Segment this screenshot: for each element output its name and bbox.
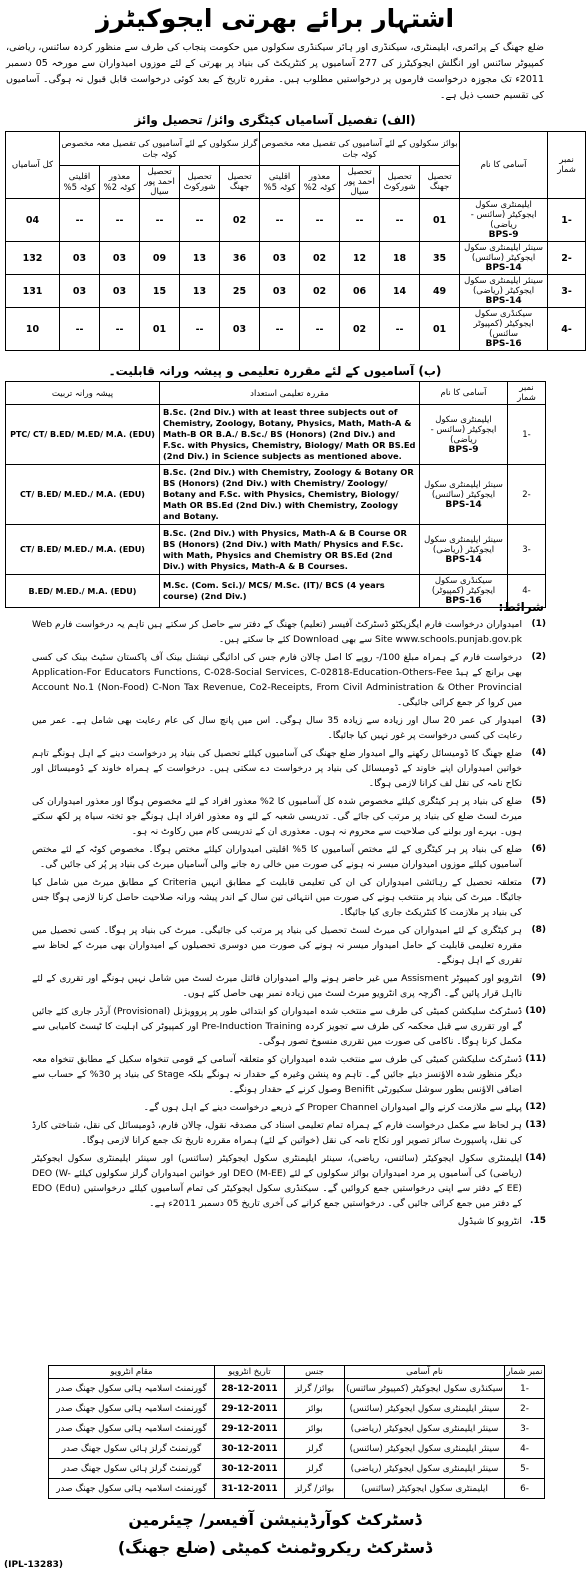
signature-committee: ڈسٹرکٹ ریکروٹمنٹ کمیٹی (ضلع جھنگ) xyxy=(117,1538,433,1557)
header-sr: نمبر شمار xyxy=(508,382,546,405)
post-name: سینئر ایلیمنٹری سکول ایجوکیٹر (ریاضی) xyxy=(464,276,543,296)
condition-text: ضلع کی بنیاد پر ہر کیٹگری کیلئے مخصوص شدہ کل آسامیوں کا 2% معذور افراد کے لئے مخصوص ہوگا اور معذور امیدواران کی میرٹ لسٹ ضلع کی بنیاد پر مرتب کی جائے گی۔ تدریسی شعبہ کے لئے وہ معذور افراد اہل ہونگے جو تختہ سیاہ پر لکھ سکتے ہوں۔ بہرے اور بولنے کی صلاحیت سے محروم نہ ہوں۔ معذوری ان کے تدریسی کام میں رکاوٹ نہ ہو۔ xyxy=(32,796,523,837)
row-sr: -4 xyxy=(508,575,546,608)
professional-training: B.ED/ M.ED./ M.A. (EDU) xyxy=(6,575,160,608)
post-name: سینئر ایلیمنٹری سکول ایجوکیٹر (سائنس) xyxy=(424,479,503,500)
subheader-cell: تحصیل جھنگ xyxy=(220,166,260,199)
table-row xyxy=(6,242,586,275)
subheader-cell: تحصیل شورکوٹ xyxy=(180,166,220,199)
girls-count: 03 xyxy=(100,275,140,308)
schedule-header: مقام انٹرویو xyxy=(49,1366,215,1379)
post-scale: BPS-16 xyxy=(445,596,482,606)
table-row xyxy=(49,1459,545,1479)
boys-count: 02 xyxy=(300,275,340,308)
schedule-gender: گرلز xyxy=(285,1459,345,1479)
subheader-cell: تحصیل جھنگ xyxy=(420,166,460,199)
row-total: 04 xyxy=(6,199,60,242)
posts-distribution-table xyxy=(5,131,586,351)
boys-count: 01 xyxy=(420,199,460,242)
header-professional: پیشہ ورانہ تربیت xyxy=(6,382,160,405)
signature-officer: ڈسٹرکٹ کوآرڈینیشن آفیسر/ چیئرمین xyxy=(128,1510,422,1529)
boys-count: 02 xyxy=(300,242,340,275)
reference-number: (IPL-13283) xyxy=(4,1560,63,1570)
row-post xyxy=(420,465,508,525)
boys-count: -- xyxy=(340,199,380,242)
condition-number: (10) xyxy=(525,1006,546,1016)
row-post xyxy=(460,199,548,242)
boys-count: -- xyxy=(380,199,420,242)
girls-count: -- xyxy=(100,308,140,351)
table-row xyxy=(49,1419,545,1439)
schedule-post: سینئر ایلیمنٹری سکول ایجوکیٹر (ریاضی) xyxy=(345,1419,505,1439)
girls-count: 02 xyxy=(220,199,260,242)
condition-item xyxy=(6,875,544,920)
condition-item xyxy=(6,713,544,743)
table-row xyxy=(6,405,546,465)
post-scale: BPS-9 xyxy=(448,444,479,455)
post-scale: BPS-14 xyxy=(445,499,482,510)
boys-count: 03 xyxy=(260,242,300,275)
condition-text: امیدواران درخواست فارم ایگزیکٹو ڈسٹرکٹ آفیسر (تعلیم) جھنگ کے دفتر سے حاصل کر سکتے ہیں تاہم یہ درخواست فارم Web Site www.schools.punjab.gov.pk سے بھی Download کئے جا سکتے ہیں۔ xyxy=(32,619,522,645)
boys-count: -- xyxy=(300,308,340,351)
intro-paragraph: ضلع جھنگ کے پرائمری، ایلیمنٹری، سیکنڈری اور ہائر سیکنڈری سکولوں میں حکومت پنجاب کی طرف سے منظور کردہ سائنس، ریاضی، کمپیوٹر سائنس اور انگلش ایجوکیٹرز کی 277 آسامیوں پر کنٹریکٹ کی بنیاد پر بھرتی کے لئے موزوں امیدواران سے مورخہ 05 دسمبر 2011ء تک مجوزہ درخواست فارموں پر درخواستیں مطلوب ہیں۔ مقررہ تاریخ کے بعد کوئی درخواست قابل قبول نہ ہوگی۔ آسامیوں کی تقسیم حسب ذیل ہے۔ xyxy=(6,42,545,101)
schedule-gender: بوائز/ گرلز xyxy=(285,1379,345,1399)
girls-count: 13 xyxy=(180,275,220,308)
header-girls: گرلز سکولوں کے لئے آسامیوں کی تفصیل معہ مخصوص کوٹہ جات xyxy=(60,132,260,166)
condition-item xyxy=(6,1100,544,1115)
row-sr: -1 xyxy=(548,199,586,242)
schedule-date: 30-12-2011 xyxy=(215,1439,285,1459)
post-name: سیکنڈری سکول ایجوکیٹر (کمپیوٹر سائنس) xyxy=(473,309,534,339)
schedule-header: نام آسامی xyxy=(345,1366,505,1379)
condition-number: (4) xyxy=(531,748,546,758)
condition-number: (8) xyxy=(531,925,546,935)
condition-text: ڈسٹرکٹ سلیکشن کمیٹی کی طرف سے منتخب شدہ امیدواران کو ابتدائی طور پر پروویژنل (Provisional) آرڈر جاری کئے جائیں گے اور تقرری سے قبل محکمہ کی طرف سے تجویز کردہ Pre-Induction Training اور کمپیوٹر کی اہلیت کا ٹیسٹ کامیابی سے مکمل کرنا ہوگا۔ ناکامی کی صورت میں تقرری منسوخ تصور ہوگی۔ xyxy=(32,1006,522,1047)
condition-text: ڈسٹرکٹ سلیکشن کمیٹی کی طرف سے منتخب شدہ امیدواران کو متعلقہ آسامی کے قومی تنخواہ سکیل کے مطابق تنخواہ معہ دیگر منظور شدہ الاؤنسز دیئے جائیں گے۔ تاہم وہ پنشن وغیرہ کے حقدار نہ ہونگے بلکہ Stage کی بنیاد پر 30% کے حساب سے اضافی الاؤنس بطور سوشل سکیورٹی Benifit وصول کرنے کے حقدار ہونگے۔ xyxy=(32,1054,522,1095)
boys-count: 35 xyxy=(420,242,460,275)
girls-count: -- xyxy=(140,199,180,242)
schedule-header: نمبر شمار xyxy=(505,1366,545,1379)
condition-text: متعلقہ تحصیل کے رہائشی امیدواران کی ان کی تعلیمی قابلیت کے مطابق انہیں Criteria کے مطابق میرٹ میں شامل کیا جائیگا۔ میرٹ کی بنیاد پر منتخب ہونے کی صورت میں انتہائی تین سال کے اندر پیشہ ورانہ صلاحیت حاصل کرنا لازمی ہوگا جس کی بنیاد پر ملازمت کا کنٹریکٹ جاری کیا جائیگا۔ xyxy=(32,877,522,918)
schedule-place: گورنمنٹ اسلامیہ ہائی سکول جھنگ صدر xyxy=(49,1419,215,1439)
advertisement-title: اشتہار برائے بھرتی ایجوکیٹرز xyxy=(95,4,455,33)
girls-count: 03 xyxy=(100,242,140,275)
schedule-date: 31-12-2011 xyxy=(215,1479,285,1499)
girls-count: 25 xyxy=(220,275,260,308)
row-post xyxy=(460,242,548,275)
boys-count: 06 xyxy=(340,275,380,308)
post-name: سینئر ایلیمنٹری سکول ایجوکیٹر (سائنس) xyxy=(464,243,543,263)
section-b-heading: (ب) آسامیوں کے لئے مقررہ تعلیمی و پیشہ ورانہ قابلیت۔ xyxy=(108,364,442,378)
condition-number: (12) xyxy=(525,1102,546,1112)
schedule-header: جنس xyxy=(285,1366,345,1379)
schedule-post: سینئر ایلیمنٹری سکول ایجوکیٹر (سائنس) xyxy=(345,1439,505,1459)
schedule-sr: -4 xyxy=(505,1439,545,1459)
condition-item xyxy=(6,923,544,968)
condition-number: (9) xyxy=(531,973,546,983)
boys-count: -- xyxy=(300,199,340,242)
conditions-section xyxy=(6,600,544,1232)
row-sr: -1 xyxy=(508,405,546,465)
table-row xyxy=(6,465,546,525)
post-scale: BPS-14 xyxy=(445,554,482,565)
professional-training: PTC/ CT/ B.ED/ M.ED/ M.A. (EDU) xyxy=(6,405,160,465)
schedule-sr: -2 xyxy=(505,1399,545,1419)
header-post: آسامی کا نام xyxy=(420,382,508,405)
subheader-cell: اقلیتی کوٹہ 5% xyxy=(60,166,100,199)
conditions-heading: شرائط: xyxy=(498,600,544,614)
condition-item xyxy=(6,746,544,791)
girls-count: -- xyxy=(180,308,220,351)
interview-schedule-table xyxy=(48,1365,545,1499)
condition-item xyxy=(6,1118,544,1148)
condition-text: درخواست فارم کے ہمراہ مبلغ 100/- روپے کا اصل چالان فارم جس کی ادائیگی نیشنل بینک آف پاکستان سٹیٹ بینک کی کسی بھی برانچ کے ہیڈ Application-For Educators Functions, C-028-Social Services, C-02818-Education-Others-Fee Account No.1 (Non-Food) C-Non Tax Revenue, Co2-Receipts, From Civil Administration & Other Provincial میں کروا کر جمع کرائی جائیگی۔ xyxy=(32,652,522,708)
condition-item xyxy=(6,1151,544,1211)
table-row xyxy=(6,199,586,242)
girls-count: -- xyxy=(60,199,100,242)
row-sr: -2 xyxy=(508,465,546,525)
row-sr: -4 xyxy=(548,308,586,351)
row-total: 132 xyxy=(6,242,60,275)
condition-item xyxy=(6,842,544,872)
post-scale: BPS-16 xyxy=(485,339,522,349)
condition-item xyxy=(6,1214,544,1229)
boys-count: -- xyxy=(260,199,300,242)
row-total: 131 xyxy=(6,275,60,308)
header-academic: مقررہ تعلیمی استعداد xyxy=(160,382,420,405)
boys-count: 14 xyxy=(380,275,420,308)
row-post xyxy=(460,275,548,308)
row-post xyxy=(420,525,508,575)
condition-number: (3) xyxy=(531,715,546,725)
girls-count: 03 xyxy=(60,275,100,308)
condition-number: (5) xyxy=(531,796,546,806)
girls-count: 03 xyxy=(60,242,100,275)
subheader-cell: معذور کوٹہ 2% xyxy=(300,166,340,199)
condition-item xyxy=(6,1004,544,1049)
academic-qualification: B.Sc. (2nd Div.) with at least three subjects out of Chemistry, Zoology, Botany, Physics, Math, Math-A & Math-B OR B.A./ B.Sc./ BS (Honors) (2nd Div.) and F.Sc. with Physics, Chemistry, Biology/ Math OR BS.Ed (2nd Div.) in Science subjects as mentioned above. xyxy=(160,405,420,465)
post-name: سینئر ایلیمنٹری سکول ایجوکیٹر (ریاضی) xyxy=(424,534,503,555)
boys-count: 12 xyxy=(340,242,380,275)
subheader-cell: تحصیل احمد پور سیال xyxy=(340,166,380,199)
girls-count: -- xyxy=(100,199,140,242)
girls-count: 15 xyxy=(140,275,180,308)
condition-text: ہر کیٹگری کے لئے امیدواران کی میرٹ لسٹ تحصیل کی بنیاد پر مرتب کی جائیگی۔ میرٹ کی بنیاد پر ہوگا۔ کسی تحصیل میں مقررہ تعلیمی قابلیت کے حامل امیدوار میسر نہ ہونے کی صورت میں دوسری تحصیلوں کے امیدواران بھی میرٹ کے لحاظ سے تقرری کے اہل ہونگے۔ xyxy=(32,925,522,966)
girls-count: 13 xyxy=(180,242,220,275)
condition-number: (1) xyxy=(531,619,546,629)
academic-qualification: M.Sc. (Com. Sci.)/ MCS/ M.Sc. (IT)/ BCS (4 years course) (2nd Div.) xyxy=(160,575,420,608)
header-sr: نمبر شمار xyxy=(548,132,586,199)
schedule-date: 29-12-2011 xyxy=(215,1399,285,1419)
schedule-gender: بوائز xyxy=(285,1399,345,1419)
condition-number: (6) xyxy=(531,844,546,854)
subheader-cell: معذور کوٹہ 2% xyxy=(100,166,140,199)
schedule-date: 30-12-2011 xyxy=(215,1459,285,1479)
post-name: ایلیمنٹری سکول ایجوکیٹر (سائنس - ریاضی) xyxy=(470,200,537,230)
schedule-gender: گرلز xyxy=(285,1439,345,1459)
post-scale: BPS-9 xyxy=(488,230,519,240)
condition-item xyxy=(6,650,544,710)
boys-count: -- xyxy=(260,308,300,351)
condition-item xyxy=(6,1052,544,1097)
professional-training: CT/ B.ED/ M.ED./ M.A. (EDU) xyxy=(6,525,160,575)
schedule-gender: بوائز xyxy=(285,1419,345,1439)
condition-number: (11) xyxy=(525,1054,546,1064)
condition-text: ایلیمنٹری سکول ایجوکیٹر (سائنس، ریاضی)، سینئر ایلیمنٹری سکول ایجوکیٹر (سائنس) اور سینئر ایلیمنٹری سکول ایجوکیٹر (ریاضی) کی آسامیوں پر مرد امیدواران بوائز سکولوں کے لئے DEO (M-EE) اور خواتین امیدواران گرلز سکولوں کیلئے DEO (W-EE) کے دفتر سے اپنی درخواستیں جمع کروائیں گے۔ سیکنڈری سکول ایجوکیٹر کی تمام آسامیوں کیلئے درخواستیں EDO (Edu) کے دفتر میں جمع کرائی جائیں گی۔ درخواستیں جمع کرانے کی آخری تاریخ 05 دسمبر 2011ء ہے۔ xyxy=(32,1153,523,1209)
condition-text: امیدوار کی عمر 20 سال اور زیادہ سے زیادہ 35 سال ہوگی۔ اس میں پانچ سال کی عام رعایت بھی شامل ہے۔ عمر میں رعایت کی کسی درخواست پر غور نہیں کیا جائیگا۔ xyxy=(32,715,522,741)
academic-qualification: B.Sc. (2nd Div.) with Physics, Math-A & B Course OR BS (Honors) (2nd Div.) with Math/ Physics and F.Sc. with Math, Physics and Chemistry OR BS.Ed (2nd Div.) with Physics, Math-A & B Courses. xyxy=(160,525,420,575)
boys-count: 01 xyxy=(420,308,460,351)
schedule-place: گورنمنٹ اسلامیہ ہائی سکول جھنگ صدر xyxy=(49,1399,215,1419)
boys-count: 03 xyxy=(260,275,300,308)
condition-item xyxy=(6,971,544,1001)
girls-count: 36 xyxy=(220,242,260,275)
table-row xyxy=(6,308,586,351)
professional-training: CT/ B.ED/ M.ED./ M.A. (EDU) xyxy=(6,465,160,525)
post-scale: BPS-14 xyxy=(485,296,522,306)
qualification-table xyxy=(5,381,546,608)
condition-text: ہر لحاظ سے مکمل درخواست فارم کے ہمراہ تمام تعلیمی اسناد کی مصدقہ نقول، چالان فارم، ڈومیسائل کی نقل، شناختی کارڈ کی نقل، پاسپورٹ سائز تصویر اور نکاح نامہ کی نقل (خواتین کے لئے) ہمراہ مقررہ تاریخ تک جمع کرانا لازمی ہوگا۔ xyxy=(32,1120,522,1146)
post-scale: BPS-14 xyxy=(485,263,522,273)
boys-count: 49 xyxy=(420,275,460,308)
condition-number: (2) xyxy=(531,652,546,662)
girls-count: 03 xyxy=(220,308,260,351)
header-post: آسامی کا نام xyxy=(460,132,548,199)
condition-text: ضلع جھنگ کا ڈومیسائل رکھنے والے امیدوار ضلع جھنگ کی آسامیوں کیلئے تحصیل کی بنیاد پر درخواست دینے کے اہل ہونگے تاہم خواتین امیدواران اپنے خاوند کے ڈومیسائل کی بنیاد پر درخواست دے سکتی ہیں۔ درخواست کے ہمراہ خاوند کے ڈومیسائل اور نکاح نامہ کی نقل لف کرانا لازمی ہوگا۔ xyxy=(32,748,522,789)
academic-qualification: B.Sc. (2nd Div.) with Chemistry, Zoology & Botany OR BS (Honors) (2nd Div.) with Chemistry/ Zoology/ Botany and F.Sc. with Physics, Chemistry, Biology/ Math OR BS.Ed (2nd Div.) with Chemistry, Zoology and Botany. xyxy=(160,465,420,525)
table-row xyxy=(6,275,586,308)
condition-text: پہلے سے ملازمت کرنے والے امیدواران Proper Channel کے ذریعے درخواست دینے کے اہل ہوں گے۔ xyxy=(143,1102,522,1113)
schedule-place: گورنمنٹ اسلامیہ ہائی سکول جھنگ صدر xyxy=(49,1479,215,1499)
subheader-cell: اقلیتی کوٹہ 5% xyxy=(260,166,300,199)
schedule-date: 29-12-2011 xyxy=(215,1419,285,1439)
schedule-header: تاریخ انٹرویو xyxy=(215,1366,285,1379)
row-post xyxy=(460,308,548,351)
boys-count: 02 xyxy=(340,308,380,351)
table-row xyxy=(6,525,546,575)
girls-count: -- xyxy=(180,199,220,242)
row-sr: -3 xyxy=(548,275,586,308)
schedule-gender: بوائز/ گرلز xyxy=(285,1479,345,1499)
condition-number: .15 xyxy=(530,1216,546,1226)
post-name: ایلیمنٹری سکول ایجوکیٹر (سائنس - ریاضی) xyxy=(430,414,497,445)
header-total: کل آسامیاں xyxy=(6,132,60,199)
subheader-cell: تحصیل احمد پور سیال xyxy=(140,166,180,199)
condition-item xyxy=(6,617,544,647)
schedule-place: گورنمنٹ گرلز ہائی سکول جھنگ صدر xyxy=(49,1459,215,1479)
condition-number: (13) xyxy=(525,1120,546,1130)
schedule-post: ایلیمنٹری سکول ایجوکیٹر (سائنس) xyxy=(345,1479,505,1499)
schedule-place: گورنمنٹ اسلامیہ ہائی سکول جھنگ صدر xyxy=(49,1379,215,1399)
schedule-sr: -3 xyxy=(505,1419,545,1439)
header-boys: بوائز سکولوں کے لئے آسامیوں کی تفصیل معہ مخصوص کوٹہ جات xyxy=(260,132,460,166)
table-row xyxy=(49,1439,545,1459)
table-row xyxy=(49,1379,545,1399)
table-row xyxy=(49,1479,545,1499)
row-sr: -2 xyxy=(548,242,586,275)
girls-count: 09 xyxy=(140,242,180,275)
condition-number: (7) xyxy=(531,877,546,887)
condition-number: (14) xyxy=(525,1153,546,1163)
row-post xyxy=(420,405,508,465)
post-name: سیکنڈری سکول ایجوکیٹر (کمپیوٹر) xyxy=(431,576,496,596)
schedule-sr: -6 xyxy=(505,1479,545,1499)
table-row xyxy=(49,1399,545,1419)
schedule-post: سیکنڈری سکول ایجوکیٹر (کمپیوٹر سائنس) xyxy=(345,1379,505,1399)
schedule-date: 28-12-2011 xyxy=(215,1379,285,1399)
boys-count: -- xyxy=(380,308,420,351)
row-total: 10 xyxy=(6,308,60,351)
schedule-sr: -5 xyxy=(505,1459,545,1479)
subheader-cell: تحصیل شورکوٹ xyxy=(380,166,420,199)
row-sr: -3 xyxy=(508,525,546,575)
schedule-sr: -1 xyxy=(505,1379,545,1399)
section-a-heading: (الف) تفصیل آسامیاں کیٹگری وائز/ تحصیل وائز xyxy=(134,113,416,127)
condition-item xyxy=(6,794,544,839)
condition-text: انٹرویو اور کمپیوٹر Assisment میں غیر حاضر ہونے والے امیدواران فائنل میرٹ لسٹ میں شامل نہیں ہونگے اور تقرری کے لئے نااہل قرار پائیں گے۔ اگرچہ پری انٹرویو میرٹ لسٹ میں زیادہ نمبر بھی حاصل کئے ہوں۔ xyxy=(32,973,523,999)
schedule-post: سینئر ایلیمنٹری سکول ایجوکیٹر (ریاضی) xyxy=(345,1459,505,1479)
boys-count: 18 xyxy=(380,242,420,275)
girls-count: -- xyxy=(60,308,100,351)
condition-text: انٹرویو کا شیڈول xyxy=(457,1216,522,1227)
condition-text: ضلع کی بنیاد پر ہر کیٹگری کے لئے مختص آسامیوں کا 5% اقلیتی امیدواران کیلئے مختص ہوگا۔ مخصوص کوٹہ کے لئے مختص آسامیوں کیلئے موزوں امیدواران میسر نہ ہونے کی صورت میں خالی رہ جانے والی آسامیاں میرٹ کی بنیاد پر پُر کی جائیں گی۔ xyxy=(32,844,522,870)
girls-count: 01 xyxy=(140,308,180,351)
schedule-post: سینئر ایلیمنٹری سکول ایجوکیٹر (سائنس) xyxy=(345,1399,505,1419)
schedule-place: گورنمنٹ گرلز ہائی سکول جھنگ صدر xyxy=(49,1439,215,1459)
